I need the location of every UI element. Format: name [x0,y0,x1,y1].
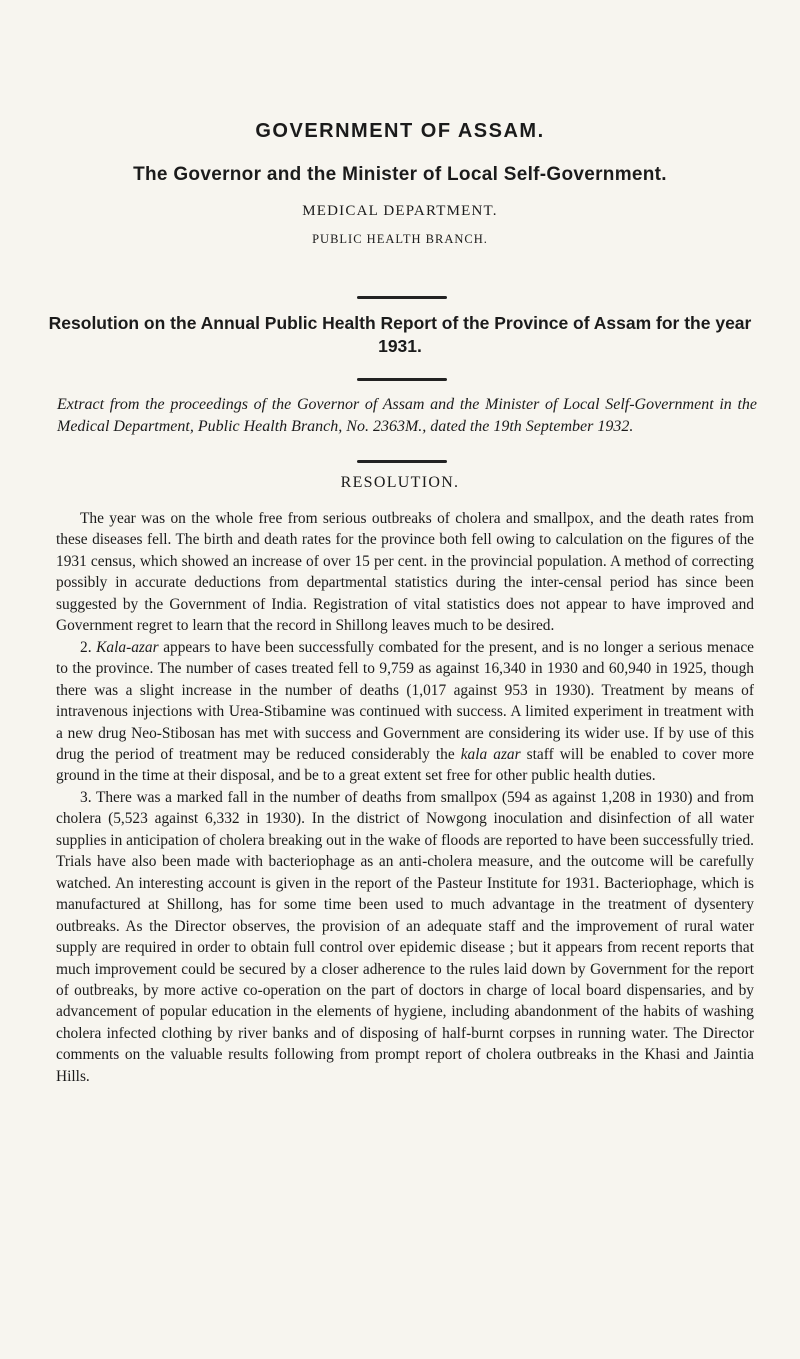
divider-rule [357,378,447,381]
section-heading: RESOLUTION. [340,474,460,491]
resolution-title: Resolution on the Annual Public Health Report of the Province of Assam for the year 1931. [48,313,752,356]
government-heading: GOVERNMENT OF ASSAM. [255,120,545,142]
paragraph-number: 2. [80,638,92,656]
authority-heading: The Governor and the Minister of Local Self-Government. [133,164,667,185]
disease-term: kala azar [460,745,521,763]
resolution-body [56,508,754,1087]
paragraph-3: 3. There was a marked fall in the number of deaths from smallpox (594 as against 1,208 in 1930) and from cholera (5,523 against 6,332 in 1930). In the district of Nowgong inoculation and disinfection of all water supplies in anticipation of cholera breaking out in the wake of floods are reported to have been successfully tried. Trials have also been made with bacteriophage as an anti-cholera measure, and the outcome will be carefully watched. An interesting account is given in the report of the Pasteur Institute for 1931. Bacteriophage, which is manufactured at Shillong, has for some time been used to much advantage in the treatment of dysentery outbreaks. As the Director observes, the provision of an adequate staff and the improvement of rural water supply are required in order to obtain full control over epidemic disease ; but it appears from recent reports that much improvement could be secured by a closer adherence to the rules laid down by Government for the report of outbreaks, by more active co-operation on the part of doctors in charge of local board dispensaries, and by advancement of popular education in the elements of hygiene, including abandonment of the habits of washing cholera infected clothing by river banks and of disposing of half-burnt corpses in running water. The Director comments on the valuable results following from prompt report of cholera outbreaks in the Khasi and Jaintia Hills. [56,788,754,1085]
branch-heading: PUBLIC HEALTH BRANCH. [312,232,488,246]
paragraph-text: staff will be enabled to cover more ground in the time at their disposal, and be to a great extent set free for other public health duties. [56,745,754,785]
disease-term: Kala-azar [96,638,159,656]
extract-note: Extract from the proceedings of the Governor of Assam and the Minister of Local Self-Government in the Medical Department, Public Health Branch, No. 2363M., dated the 19th September 1932. [57,396,757,435]
department-heading: MEDICAL DEPARTMENT. [302,203,498,219]
paragraph-text: appears to have been successfully combated for the present, and is no longer a serious menace to the province. The number of cases treated fell to 9,759 as against 16,340 in 1930 and 60,940 in 1925, though there was a slight increase in the number of deaths (1,017 against 953 in 1930). Treatment by means of intravenous injections with Urea-Stibamine was continued with success. A limited experiment in treatment with a new drug Neo-Stibosan has met with success and Government are considering its wider use. If by use of this drug the period of treatment may be reduced considerably the [56,638,754,763]
divider-rule [357,296,447,299]
paragraph-1: The year was on the whole free from serious outbreaks of cholera and smallpox, and the death rates from these diseases fell. The birth and death rates for the province both fell owing to calculation on the figures of the 1931 census, which showed an increase of over 15 per cent. in the provincial population. A method of correcting possibly in accurate deductions from departmental statistics during the inter-censal period has since been suggested by the Government of India. Registration of vital statistics does not appear to have improved and Government regret to learn that the record in Shillong leaves much to be desired. [56,510,754,635]
divider-rule [357,460,447,463]
paragraph-2 [56,637,754,787]
